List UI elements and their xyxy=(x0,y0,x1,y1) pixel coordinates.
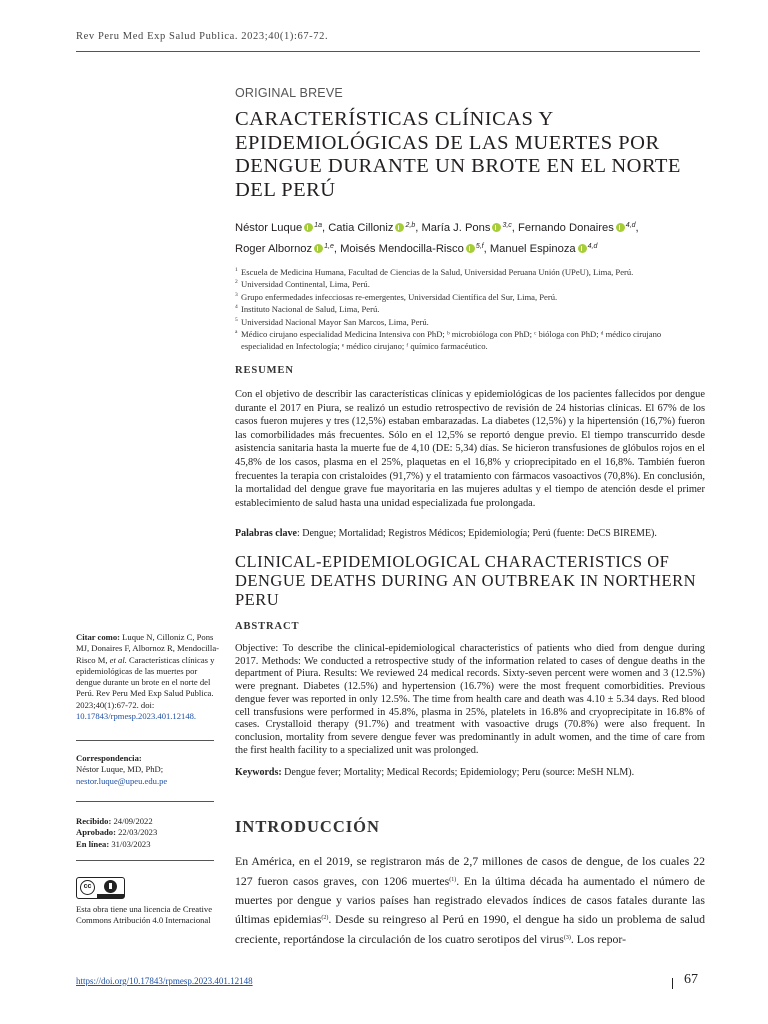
author-item[interactable] xyxy=(340,243,484,255)
online-date: 31/03/2023 xyxy=(109,838,151,849)
intro-text-run: . Los repor- xyxy=(570,932,626,947)
author-name: Roger Albornoz xyxy=(235,242,313,255)
author-item[interactable] xyxy=(518,222,636,234)
footer-doi-link[interactable]: https://doi.org/10.17843/rpmesp.2023.401.12148 xyxy=(76,976,253,986)
approved-date: 22/03/2023 xyxy=(115,827,158,838)
author-list: Néstor Luque $^{1a}$, Catia Cilloniz $^{2,b}$, María J. Pons $^{3,c}$, Fernando Donaires $^{4,d}$, Roger Albornoz $^{1,e}$, Moisés Mendocilla-Risco $^{5,f}$, Manuel Espinoza $^{4,d}$ xyxy=(235,222,639,255)
affiliation-marker: 3 xyxy=(235,291,238,298)
cite-as-block xyxy=(76,632,221,722)
author-name: Fernando Donaires xyxy=(518,222,614,234)
orcid-icon[interactable] xyxy=(492,223,501,232)
author-affiliation-sup: 4,d xyxy=(625,222,636,229)
affiliation-item xyxy=(235,266,705,278)
intro-text-run: . Desde su reingreso al Perú en 1990, el dengue ha sido un problema de salud creciente, reportándose la circulación de los cuatro serotipos del virus xyxy=(235,912,705,947)
affiliation-text: Grupo enfermedades infecciosas re-emergentes, Universidad Científica del Sur, Lima, Perú. xyxy=(241,291,558,302)
cite-text: Características clínicas y epidemiológicas de las muertes por dengue durante un brote en el norte del Perú. Rev Peru Med Exp Salud Publica. 2023;40(1):67-72. doi: xyxy=(76,654,215,710)
affiliation-text: Escuela de Medicina Humana, Facultad de Ciencias de la Salud, Universidad Peruana Unión (UPeU), Lima, Perú. xyxy=(241,267,634,277)
correspondence-email-link[interactable]: nestor.luque@upeu.edu.pe xyxy=(76,775,168,786)
author-name: Moisés Mendocilla-Risco xyxy=(340,242,464,255)
keywords-label: Palabras clave xyxy=(235,528,297,539)
header-divider xyxy=(76,51,700,52)
author-name: Néstor Luque xyxy=(235,222,303,234)
received-label: Recibido: xyxy=(76,816,112,826)
author-affiliation-sup: 3,c xyxy=(502,222,512,229)
running-head: Rev Peru Med Exp Salud Publica. 2023;40(1):67-72. xyxy=(76,31,329,42)
affiliation-item xyxy=(235,328,705,353)
affiliation-text: Médico cirujano especialidad Medicina Intensiva con PhD; ᵇ microbióloga con PhD; ᶜ bióloga con PhD; ᵈ médico cirujano especialidad en Infectología; ᵉ médico cirujano; ᶠ químico farmacéutico. xyxy=(241,329,662,352)
cite-etal: et al. xyxy=(109,654,127,665)
affiliation-item xyxy=(235,316,705,328)
cite-doi-link[interactable]: 10.17843/rpmesp.2023.401.12148. xyxy=(76,711,197,722)
affiliation-marker: 4 xyxy=(235,304,238,311)
introduction-text xyxy=(235,852,705,949)
online-label: En línea: xyxy=(76,838,110,849)
resumen-text: Con el objetivo de describir las características clínicas y epidemiológicas de los pacientes fallecidos por dengue durante el 2017 en Piura, se realizó un estudio retrospectivo de revisión de 24 historias clínicas. El 67% de los casos fueron mujeres y tres (12,5%) estaban embarazadas. La diabetes (12,5%) y la hipertensión (16,7%) fueron las comorbilidades más frecuentes. Sólo en el 12,5% se reportó dengue previo. El tiempo transcurrido desde asistencia sanitaria hasta la muerte fue de 4,10 (DE: 5,34) días. Se hicieron transfusiones de glóbulos rojos en el 45,8% de los casos, plasma en el 25%, plaquetas en el 16,8% y crioprecipitado en el 16,8%. También fueron frecuentes la terapia con cristaloides (91,7%) y el tratamiento con fármacos vasoactivos (70,8%). En conclusión, la mortalidad del dengue grave fue mayoritaria en las mujeres adultas y el tiempo de atención desde el primer establecimiento de salud hasta una unidad especializada fue prolongada. xyxy=(235,389,705,509)
article-type-label: ORIGINAL BREVE xyxy=(235,86,343,100)
orcid-icon[interactable] xyxy=(578,244,587,253)
citation-ref[interactable]: (2) xyxy=(321,915,329,922)
affiliation-item xyxy=(235,278,705,290)
approved-label: Aprobado: xyxy=(76,827,116,838)
license-text: Esta obra tiene una licencia de Creative Commons Atribución 4.0 Internacional xyxy=(76,904,213,926)
footer-divider xyxy=(672,978,673,989)
affiliation-marker: 5 xyxy=(235,316,238,323)
cite-text: Luque N, Cilloniz C, Pons MJ, Donaires F, Albornoz R, Mendocilla-Risco M, xyxy=(76,632,220,665)
orcid-icon[interactable] xyxy=(616,223,625,232)
dates-block xyxy=(76,816,221,850)
page-number: 67 xyxy=(684,972,698,987)
author-name: Catia Cilloniz xyxy=(328,222,394,234)
citation-ref[interactable]: (3) xyxy=(563,935,571,942)
author-affiliation-sup: 4,d xyxy=(587,242,598,250)
affiliation-text: Universidad Continental, Lima, Perú. xyxy=(241,279,370,290)
author-item[interactable] xyxy=(235,222,322,234)
author-affiliation-sup: 1a xyxy=(314,222,322,229)
cite-label: Citar como: xyxy=(76,632,120,642)
author-affiliation-sup: 2,b xyxy=(405,222,416,229)
cc-by-license-icon[interactable] xyxy=(76,877,125,899)
correspondence-label: Correspondencia: xyxy=(76,753,142,763)
sidebar-divider xyxy=(76,860,214,861)
article-title-english: CLINICAL-EPIDEMIOLOGICAL CHARACTERISTICS OF DENGUE DEATHS DURING AN OUTBREAK IN NORTHERN PERU xyxy=(235,552,696,609)
keywords-values: Dengue fever; Mortality; Medical Records; Epidemiology; Peru (source: MeSH NLM). xyxy=(281,767,635,778)
affiliation-marker: a xyxy=(235,329,238,336)
author-name: Manuel Espinoza xyxy=(489,242,576,255)
resumen-heading: RESUMEN xyxy=(235,365,294,376)
cc-icon: cc xyxy=(80,880,95,895)
orcid-icon[interactable] xyxy=(314,244,323,253)
affiliation-text: Universidad Nacional Mayor San Marcos, Lima, Perú. xyxy=(241,316,429,327)
introduction-heading: INTRODUCCIÓN xyxy=(235,817,380,836)
affiliation-marker: 1 xyxy=(235,267,238,273)
correspondence-name: Néstor Luque, MD, PhD; xyxy=(76,764,164,775)
abstract-heading: ABSTRACT xyxy=(235,621,300,632)
by-bar xyxy=(97,894,124,898)
keywords-english xyxy=(235,767,705,778)
received-date: 24/09/2022 xyxy=(111,816,153,826)
orcid-icon[interactable] xyxy=(395,223,404,232)
affiliation-item xyxy=(235,291,705,303)
sidebar-divider xyxy=(76,740,214,741)
keywords-label: Keywords: xyxy=(235,767,282,778)
author-item[interactable] xyxy=(421,222,511,234)
intro-text-run: En América, en el 2019, se registraron más de 2,7 millones de casos de dengue, de los cuales 22 127 fueron casos graves, con 1206 muertes xyxy=(235,854,705,888)
keywords-spanish xyxy=(235,527,705,540)
abstract-text: Objective: To describe the clinical-epidemiological characteristics of patients who died from dengue during 2017. Methods: We conducted a retrospective study of the information related to cases of dengue deaths in the department of Piura. Results: We reviewed 24 medical records. Sixty-seven percent were women and 3 (12.5%) were pregnant. Diabetes (12.5%) and hypertension (16.7%) were the most frequent comorbidities. Previous dengue fever was reported in only 12.5%. The time from health care and death was 4.10 ± 5.34 days. Red blood cell transfusions were performed in 45.8%, plasma in 25%, platelets in 16.8% and cryoprecipitate in 16.8% of cases. Crystalloid therapy (91.7%) and treatment with vasoactive drugs (70.8%) were also frequent. In conclusion, mortality from severe dengue fever was predominantly in adult women, and the time of care from the first health facility to a specialized unit was prolonged. xyxy=(235,643,705,756)
affiliation-item xyxy=(235,303,705,315)
orcid-icon[interactable] xyxy=(304,223,313,232)
by-icon xyxy=(104,880,117,893)
article-title-spanish: CARACTERÍSTICAS CLÍNICAS Y EPIDEMIOLÓGICAS DE LAS MUERTES POR DENGUE DURANTE UN BROTE EN EL NORTE DEL PERÚ xyxy=(235,108,681,201)
affiliations-list xyxy=(235,266,705,353)
author-item[interactable] xyxy=(490,243,598,255)
author-affiliation-sup: 1,e xyxy=(324,242,334,250)
affiliation-text: Instituto Nacional de Salud, Lima, Perú. xyxy=(241,304,380,315)
author-affiliation-sup: 5,f xyxy=(475,242,484,250)
sidebar-divider xyxy=(76,801,214,802)
orcid-icon[interactable] xyxy=(466,244,475,253)
citation-ref[interactable]: (1) xyxy=(449,876,457,883)
author-item[interactable] xyxy=(235,243,334,255)
affiliation-marker: 2 xyxy=(235,279,238,286)
keywords-values: : Dengue; Mortalidad; Registros Médicos; Epidemiología; Perú (fuente: DeCS BIREME). xyxy=(296,528,657,539)
intro-text-run: . En la última década ha aumentado el número de muertes por dengue y varios países han registrado elevados índices de casos fatales durante las últimas epidemias xyxy=(235,873,705,927)
author-name: María J. Pons xyxy=(421,222,491,234)
author-item[interactable] xyxy=(328,222,415,234)
correspondence-block xyxy=(76,753,221,787)
